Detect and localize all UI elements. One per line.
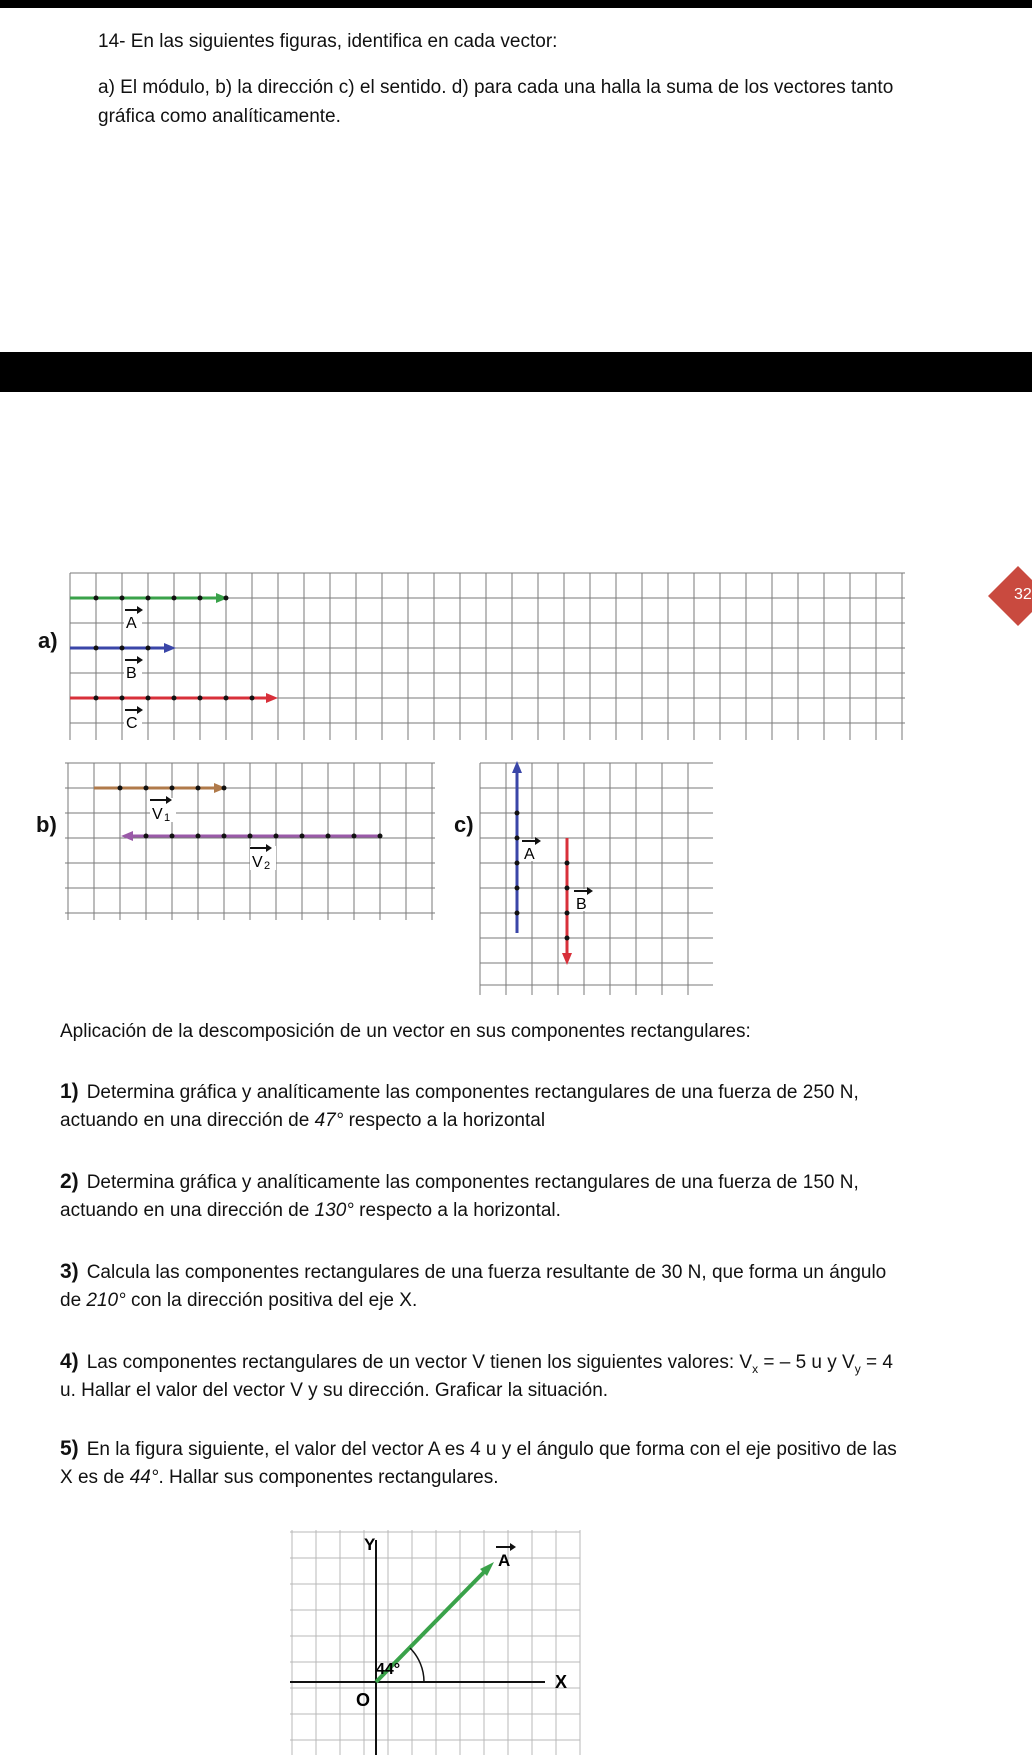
- figure-a: [0, 560, 1032, 760]
- bottom-figure: [280, 1520, 600, 1755]
- label-c-a: [520, 837, 541, 863]
- problem-2-number: 2): [60, 1170, 79, 1193]
- problem-5-text-2a: X es de: [60, 1467, 130, 1488]
- question-14-line-1: a) El módulo, b) la dirección c) el sentido. d) para cada una halla la suma de los vectores tanto: [98, 77, 894, 98]
- figure-c: [470, 755, 720, 1000]
- problem-1-text-2a: actuando en una dirección de: [60, 1110, 315, 1131]
- problem-4-text-c: = 4: [860, 1352, 893, 1373]
- vector-a-green: [70, 593, 229, 603]
- figure-c-label: c): [454, 812, 474, 837]
- vector-b-blue: [70, 643, 176, 653]
- problem-2-line-1: [60, 1170, 859, 1195]
- label-v1: [150, 796, 176, 824]
- problem-4-text-b: = – 5 u y V: [758, 1352, 855, 1373]
- problem-4-line-2: u. Hallar el valor del vector V y su dirección. Graficar la situación.: [60, 1380, 609, 1401]
- problem-3-number: 3): [60, 1260, 79, 1283]
- problem-1-line-1: [60, 1080, 859, 1105]
- label-a: [124, 606, 143, 632]
- problem-1-angle: 47°: [314, 1110, 344, 1131]
- svg-text:2: 2: [264, 860, 271, 872]
- x-axis-label: X: [555, 1672, 568, 1692]
- svg-text:C: C: [126, 715, 138, 732]
- problem-4-sub-y: y: [854, 1361, 861, 1376]
- problem-3-line-1: [60, 1260, 886, 1285]
- problem-4-sub-x: x: [752, 1361, 759, 1376]
- top-black-bar: [0, 0, 1032, 8]
- origin-label: O: [356, 1690, 371, 1710]
- problem-3-line-2: [60, 1289, 417, 1313]
- problem-4-text-a: Las componentes rectangulares de un vector V tienen los siguientes valores: V: [86, 1352, 753, 1373]
- problem-2-text: Determina gráfica y analíticamente las componentes rectangulares de una fuerza de 150 N,: [86, 1172, 859, 1193]
- problem-3-angle: 210°: [86, 1290, 126, 1311]
- svg-text:A: A: [126, 615, 137, 632]
- figure-c-grid: [480, 763, 713, 995]
- problem-5-line-1: [60, 1437, 897, 1462]
- label-c: [124, 706, 143, 732]
- vector-v2-purple: [121, 831, 383, 841]
- problem-1-line-2: [60, 1109, 545, 1133]
- label-v2: [250, 844, 276, 872]
- bottom-figure-grid: [290, 1530, 580, 1755]
- problem-5-angle: 44°: [129, 1467, 159, 1488]
- vector-c-b-red: [562, 838, 572, 965]
- problem-5-text: En la figura siguiente, el valor del vector A es 4 u y el ángulo que forma con el eje positivo de las: [86, 1439, 897, 1460]
- problem-2-line-2: [60, 1199, 561, 1223]
- problem-2-text-2b: respecto a la horizontal.: [353, 1200, 561, 1221]
- problem-1-text: Determina gráfica y analíticamente las componentes rectangulares de una fuerza de 250 N,: [86, 1082, 859, 1103]
- svg-text:V: V: [252, 854, 263, 871]
- svg-text:B: B: [576, 896, 587, 913]
- problem-5-line-2: [60, 1466, 499, 1490]
- bottom-vector-label: [496, 1543, 516, 1570]
- problem-2-angle: 130°: [314, 1200, 354, 1221]
- separator-black-bar: [0, 352, 1032, 392]
- problem-3-text-2b: con la dirección positiva del eje X.: [125, 1290, 418, 1311]
- problem-2-text-2a: actuando en una dirección de: [60, 1200, 315, 1221]
- vector-v1-brown: [94, 783, 227, 793]
- svg-text:V: V: [152, 806, 163, 823]
- svg-text:A: A: [524, 846, 535, 863]
- y-axis-label: Y: [364, 1535, 376, 1554]
- page-number: 32: [1014, 586, 1032, 603]
- label-b: [124, 656, 143, 682]
- svg-text:1: 1: [164, 812, 171, 824]
- problem-5-text-2b: . Hallar sus componentes rectangulares.: [158, 1467, 499, 1488]
- problem-3-text-2a: de: [60, 1290, 87, 1311]
- figure-b-label: b): [36, 812, 57, 837]
- figure-a-label: a): [38, 628, 58, 653]
- figure-b: [0, 755, 450, 930]
- section-title: Aplicación de la descomposición de un vector en sus componentes rectangulares:: [60, 1021, 751, 1042]
- question-14-line-2: gráfica como analíticamente.: [98, 106, 341, 127]
- problem-3-text: Calcula las componentes rectangulares de una fuerza resultante de 30 N, que forma un ángulo: [86, 1262, 887, 1283]
- problem-5-number: 5): [60, 1437, 79, 1460]
- svg-text:A: A: [498, 1551, 511, 1570]
- problem-1-number: 1): [60, 1080, 79, 1103]
- question-14-title: 14- En las siguientes figuras, identifica en cada vector:: [98, 31, 558, 52]
- problem-1-text-2b: respecto a la horizontal: [343, 1110, 546, 1131]
- problem-4-line-1: [60, 1350, 893, 1381]
- label-c-b: [573, 887, 593, 913]
- problem-4-number: 4): [60, 1350, 79, 1373]
- svg-text:B: B: [126, 665, 137, 682]
- angle-label: 44°: [376, 1661, 401, 1678]
